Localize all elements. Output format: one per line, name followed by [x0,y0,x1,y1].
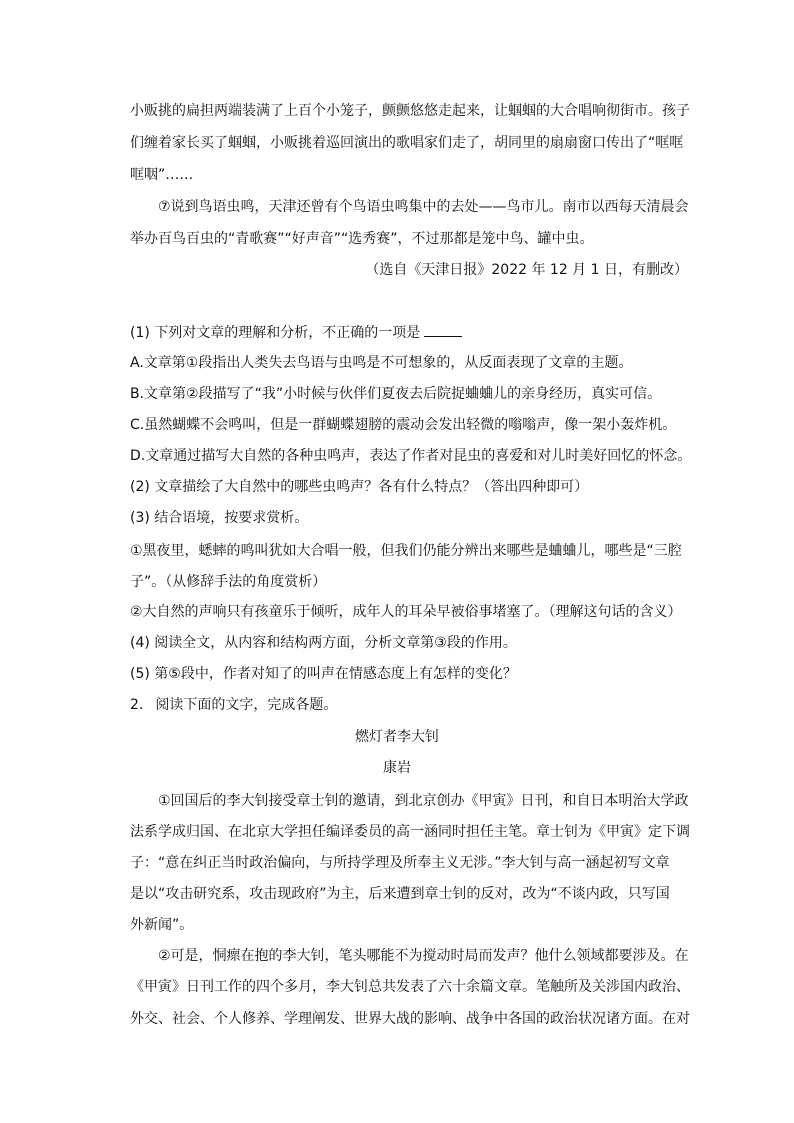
story-line: 们缠着家长买了蝈蝈，小贩挑着巡回演出的歌唱家们走了，胡同里的扇扇窗口传出了“哐哐 [130,135,684,151]
question-3-1-line: 子”。（从修辞手法的角度赏析） [130,574,327,590]
article-title: 燃灯者李大钊 [355,729,439,745]
answer-blank [424,322,462,337]
article-line: ②可是，恫瘝在抱的李大钊，笔头哪能不为搅动时局而发声？他什么领域都要涉及。在 [158,948,689,964]
article-author: 康岩 [383,760,411,776]
option-c: C.虽然蝴蝶不会鸣叫，但是一群蝴蝶翅膀的震动会发出轻微的嗡嗡声，像一架小轰炸机。 [130,417,677,433]
question-1-stem [130,322,690,342]
source-citation: （选自《天津日报》2022 年 12 月 1 日，有删改） [365,262,688,278]
article-line: 子：“意在纠正当时政治偏向，与所持学理及所奉主义无涉。”李大钊与高一涵起初写文章 [130,855,670,871]
section-instruction: 阅读下面的文字，完成各题。 [155,697,338,713]
question-4: (4) 阅读全文，从内容和结构两方面，分析文章第③段的作用。 [130,635,517,651]
story-line: 哐咽”…… [130,167,194,183]
question-5: (5) 第⑤段中，作者对知了的叫声在情感态度上有怎样的变化？ [130,666,517,682]
option-a: A.文章第①段指出人类失去鸟语与虫鸣是不可想象的，从反面表现了文章的主题。 [130,355,633,371]
section-2-heading [130,695,690,715]
article-line: 《甲寅》日刊工作的四个多月，李大钊总共发表了六十余篇文章。笔触所及关涉国内政治、 [130,979,690,995]
question-2: (2) 文章描绘了大自然中的哪些虫鸣声？各有什么特点？（答出四种即可） [130,479,589,495]
question-3: (3) 结合语境，按要求赏析。 [130,510,309,526]
story-line: 小贩挑的扁担两端装满了上百个小笼子，颤颤悠悠走起来，让蝈蝈的大合唱响彻街市。孩子 [130,103,690,119]
article-line: 外新闻”。 [130,917,194,933]
article-line: 法系学成归国、在北京大学担任编译委员的高一涵同时担任主笔。章士钊为《甲寅》定下调 [130,824,690,840]
paragraph-7-line: 举办百鸟百虫的“青歌赛”“好声音”“选秀赛”，不过那都是笼中鸟、罐中虫。 [130,231,594,247]
option-d: D.文章通过描写大自然的各种虫鸣声，表达了作者对昆虫的喜爱和对儿时美好回忆的怀念。 [130,448,692,464]
question-1-text: (1) 下列对文章的理解和分析，不正确的一项是 [130,325,421,341]
paragraph-7-line: ⑦说到鸟语虫鸣，天津还曾有个鸟语虫鸣集中的去处——鸟市儿。南市以西每天清晨会 [158,199,689,215]
article-line: 是以“攻击研究系，攻击现政府”为主，后来遭到章士钊的反对，改为“不谈内政，只写国 [130,886,670,902]
article-line: 外交、社会、个人修养、学理阐发、世界大战的影响、战争中各国的政治状况诸方面。在对 [130,1011,690,1027]
option-b: B.文章第②段描写了“我”小时候与伙伴们夏夜去后院捉蛐蛐儿的亲身经历，真实可信。 [130,386,662,402]
section-number: 2. [130,697,144,713]
question-3-2: ②大自然的声响只有孩童乐于倾听，成年人的耳朵早被俗事堵塞了。（理解这句话的含义） [130,604,682,620]
article-line: ①回国后的李大钊接受章士钊的邀请，到北京创办《甲寅》日刊，和自日本明治大学政 [158,793,689,809]
question-3-1-line: ①黑夜里，蟋蟀的鸣叫犹如大合唱一般，但我们仍能分辨出来哪些是蛐蛐儿，哪些是“三腔 [130,543,682,559]
